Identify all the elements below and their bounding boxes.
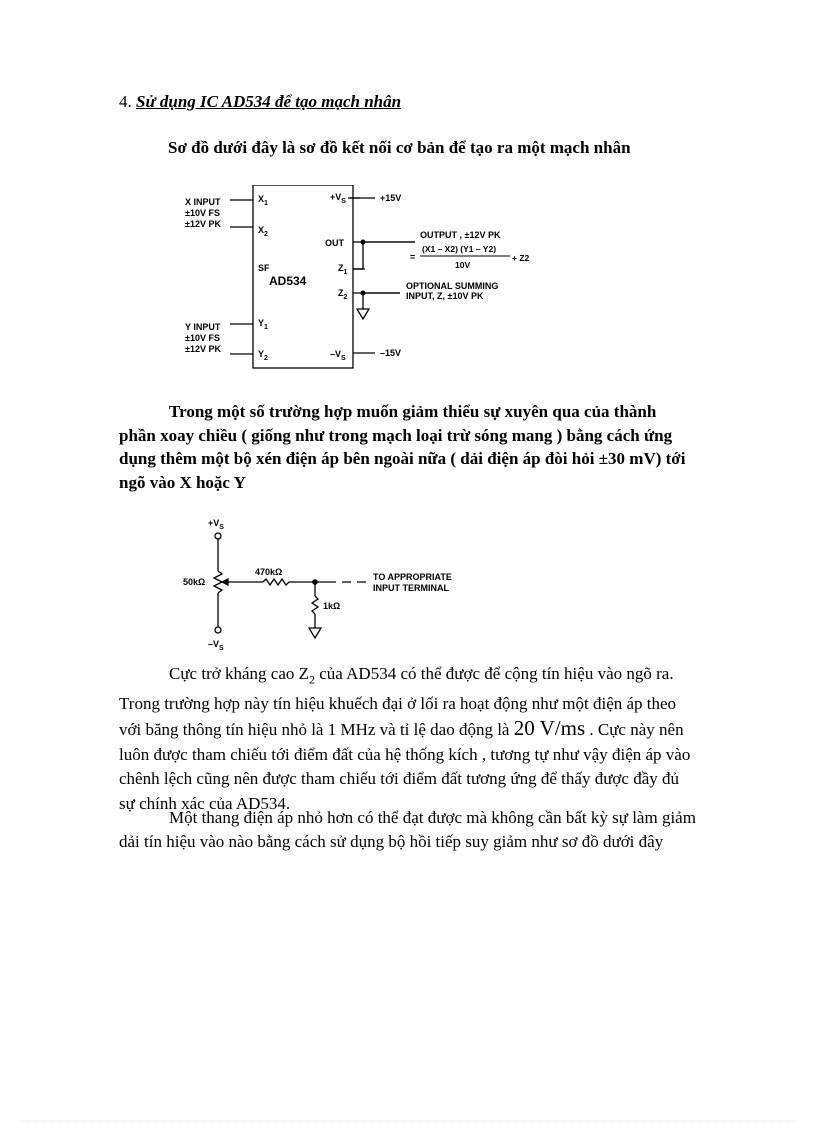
y-input-fs: ±10V FS [185,333,220,343]
target-label-1: TO APPROPRIATE [373,572,452,582]
ad534-multiplier-diagram [170,185,540,370]
x-input-pk: ±12V PK [185,219,221,229]
diagram-caption: Sơ đồ dưới đây là sơ đồ kết nối cơ bản để tạo ra một mạch nhân [168,138,631,157]
output-node [361,240,366,245]
supply-positive: +15V [380,193,402,203]
paragraph-2-a: Cực trở kháng cao Z [169,664,309,683]
vs-negative-label: –V [208,639,220,649]
z2-node [361,291,366,296]
pin-vsn: –V [330,349,342,359]
pin-z1: Z [338,263,344,273]
slew-rate: 20 V/ms [513,716,586,741]
svg-text:X1 [258,194,268,207]
resistor-470k [263,579,289,585]
pin-vsp: +V [330,192,342,202]
target-label-2: INPUT TERMINAL [373,583,449,593]
vs-positive-terminal [215,533,221,539]
pin-x1-sub: 1 [264,200,268,207]
paragraph-2 [119,662,699,816]
svg-text:+VS [208,518,224,531]
summing-label-2: INPUT, Z, ±10V PK [406,291,484,301]
section-title: Sử dụng IC AD534 để tạo mạch nhân [136,92,402,111]
pin-y1: Y [258,318,265,328]
page-bottom-rule [20,1120,796,1121]
pin-z2-sub: 2 [343,294,348,301]
paragraph-3 [119,806,699,854]
section-heading [119,92,401,112]
paragraph-2-b: của AD534 có thể được để cộng tín hiệu vào ngõ ra. Trong trường hợp này tín hiệu khuếch đại ở lối ra hoạt động như một điện áp theo với băng thông tín hiệu nhỏ là 1 MHz và tỉ lệ dao động là [119,664,677,740]
y-input-pk: ±12V PK [185,344,221,354]
ground-icon [357,309,369,319]
paragraph-1 [119,400,689,494]
pin-vsn-sub: S [341,355,346,362]
paragraph-3-text: Một thang điện áp nhỏ hơn có thể đạt được mà không cần bất kỳ sự làm giảm dải tín hiệu vào nào bằng cách sử dụng bộ hồi tiếp suy giảm như sơ đồ dưới đây [119,808,696,851]
pin-sf: SF [258,263,270,273]
r2-label: 1kΩ [323,601,341,611]
wiper-arrow-icon [222,579,228,585]
paragraph-1-text: Trong một số trường hợp muốn giảm thiểu sự xuyên qua của thành phần xoay chiều ( giống như trong mạch loại trừ sóng mang ) bằng cách ứng dụng thêm một bộ xén điện áp bên ngoài nữa ( dải điện áp đòi hỏi ±30 mV) tới ngõ vào X hoặc Y [119,402,686,492]
pin-y2: Y [258,349,265,359]
supply-negative: –15V [380,348,402,358]
vs-negative-sub: S [219,645,224,652]
pot-label: 50kΩ [183,577,206,587]
formula-numerator: (X1 – X2) (Y1 – Y2) [422,244,497,254]
svg-text:Y2 [258,349,268,362]
chip-name: AD534 [269,274,307,288]
svg-text:Z2 [338,288,348,301]
resistor-1k [312,596,318,614]
offset-trim-diagram [175,513,475,653]
r1-label: 470kΩ [255,567,283,577]
vs-positive-sub: S [219,524,224,531]
x-input-label: X INPUT [185,197,221,207]
pin-vsp-sub: S [341,198,346,205]
svg-text:X2 [258,225,268,238]
formula-equals: = [410,252,416,262]
pin-out: OUT [325,238,344,248]
pin-z2: Z [338,288,344,298]
section-number: 4. [119,92,132,111]
pin-x1: X [258,194,265,204]
summing-label-1: OPTIONAL SUMMING [406,281,499,291]
svg-text:Z1 [338,263,348,276]
svg-text:–VS [330,349,346,362]
pin-y1-sub: 1 [264,324,268,331]
formula-denominator: 10V [455,260,471,270]
junction-node [312,579,318,585]
formula-tail: + Z2 [512,253,530,263]
y-input-label: Y INPUT [185,322,221,332]
paragraph-2-sub: 2 [309,672,315,687]
vs-positive-label: +V [208,518,220,528]
pin-x2-sub: 2 [264,231,268,238]
svg-text:Y1 [258,318,268,331]
pin-x2: X [258,225,265,235]
svg-text:+VS [330,192,346,205]
x-input-fs: ±10V FS [185,208,220,218]
paragraph-2-c: . Cực này nên luôn được tham chiếu tới điểm đất của hệ thống kích , tương tự như vậy điện áp vào chênh lệch cũng nên được tham chiếu tới điểm đất tương ứng để thấy được đầy đủ sự chính xác của AD534. [119,720,691,813]
ground-icon [309,628,321,638]
pin-y2-sub: 2 [264,355,268,362]
pin-z1-sub: 1 [343,269,348,276]
vs-negative-terminal [215,627,221,633]
output-label: OUTPUT , ±12V PK [420,230,501,240]
svg-text:–VS [208,639,224,652]
